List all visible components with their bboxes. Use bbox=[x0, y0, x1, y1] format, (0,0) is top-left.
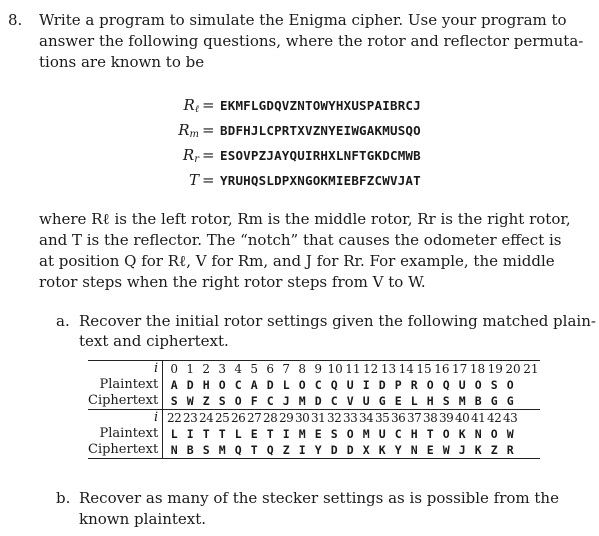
ciphertext-cells bbox=[163, 393, 540, 410]
index-cell: 33 bbox=[343, 411, 358, 425]
ciphertext-cell: F bbox=[250, 394, 258, 408]
index-cell: 36 bbox=[391, 411, 406, 425]
index-cell: 42 bbox=[487, 411, 502, 425]
index-cell: 10 bbox=[327, 362, 343, 376]
ciphertext-cell: D bbox=[346, 443, 354, 457]
ciphertext-cell: N bbox=[410, 443, 418, 457]
index-cell: 41 bbox=[471, 411, 486, 425]
ciphertext-cells bbox=[163, 442, 540, 459]
perm-value: YRUHQSLDPXNGOKMIEBFZCWVJAT bbox=[220, 173, 421, 188]
plaintext-cell: O bbox=[218, 378, 226, 392]
plaintext-cell: C bbox=[314, 378, 322, 392]
index-cell: 27 bbox=[247, 411, 262, 425]
ciphertext-cell: Y bbox=[394, 443, 402, 457]
plaintext-cell: O bbox=[346, 427, 354, 441]
table-row bbox=[88, 426, 540, 442]
index-cell: 22 bbox=[167, 411, 182, 425]
index-cell: 26 bbox=[231, 411, 246, 425]
plaintext-label: Plaintext bbox=[88, 426, 163, 442]
intro-line-2: answer the following questions, where the rotor and reflector permuta- bbox=[39, 32, 584, 50]
index-cell: 11 bbox=[345, 362, 361, 376]
question-number: 8. bbox=[8, 11, 23, 29]
perm-symbol: $R_r$ bbox=[182, 146, 199, 165]
plaintext-cell: P bbox=[394, 378, 402, 392]
perm-symbol: T bbox=[188, 171, 199, 189]
index-cell: 15 bbox=[416, 362, 432, 376]
plaintext-cells bbox=[163, 426, 540, 442]
plaintext-cell: C bbox=[394, 427, 402, 441]
ciphertext-cell: G bbox=[378, 394, 386, 408]
plaintext-cell: E bbox=[250, 427, 258, 441]
index-cell: 5 bbox=[250, 362, 258, 376]
index-cell: 24 bbox=[199, 411, 214, 425]
index-cell: 1 bbox=[186, 362, 194, 376]
ciphertext-cell: M bbox=[298, 394, 306, 408]
index-cell: 7 bbox=[282, 362, 290, 376]
ciphertext-cell: M bbox=[458, 394, 466, 408]
ciphertext-cell: S bbox=[202, 443, 210, 457]
ciphertext-cell: Z bbox=[490, 443, 498, 457]
plaintext-cell: D bbox=[378, 378, 386, 392]
plaintext-cell: A bbox=[250, 378, 258, 392]
table-row bbox=[88, 442, 540, 459]
index-cell: 0 bbox=[170, 362, 178, 376]
index-cell: 30 bbox=[295, 411, 310, 425]
index-cell: 25 bbox=[215, 411, 230, 425]
plaintext-cell: S bbox=[490, 378, 498, 392]
perm-reflector: T = YRUHQSLDPXNGOKMIEBFZCWVJAT bbox=[0, 171, 599, 191]
plaintext-cell: K bbox=[458, 427, 466, 441]
perm-value: ESOVPZJAYQUIRHXLNFTGKDCMWB bbox=[220, 148, 421, 163]
index-cell: 29 bbox=[279, 411, 294, 425]
table-row bbox=[88, 361, 540, 378]
part-b-label: b. bbox=[56, 489, 71, 507]
plaintext-label: Plaintext bbox=[88, 377, 163, 393]
plaintext-cell: H bbox=[410, 427, 418, 441]
ciphertext-label: Ciphertext bbox=[88, 393, 163, 410]
plaintext-cell: I bbox=[362, 378, 370, 392]
plaintext-cell: O bbox=[426, 378, 434, 392]
index-cell: 9 bbox=[314, 362, 322, 376]
table-row bbox=[88, 377, 540, 393]
ciphertext-cell: H bbox=[426, 394, 434, 408]
index-cell: 34 bbox=[359, 411, 374, 425]
perm-symbol: $R_\ell$ bbox=[183, 96, 199, 115]
index-cell: 8 bbox=[298, 362, 306, 376]
plaintext-cell: A bbox=[170, 378, 178, 392]
ciphertext-cell: G bbox=[490, 394, 498, 408]
plaintext-cell: U bbox=[458, 378, 466, 392]
plaintext-cell: O bbox=[442, 427, 450, 441]
plaintext-cell: T bbox=[426, 427, 434, 441]
plaintext-cell: E bbox=[314, 427, 322, 441]
index-cell: 19 bbox=[487, 362, 503, 376]
ciphertext-cell: Q bbox=[266, 443, 274, 457]
index-cell: 21 bbox=[523, 362, 539, 376]
plaintext-cell: R bbox=[410, 378, 418, 392]
plaintext-cell: Q bbox=[330, 378, 338, 392]
ciphertext-cell: E bbox=[426, 443, 434, 457]
ciphertext-cell: C bbox=[330, 394, 338, 408]
plaintext-cell: D bbox=[186, 378, 194, 392]
index-label: i bbox=[154, 361, 159, 376]
ciphertext-cell: G bbox=[506, 394, 514, 408]
part-a-label: a. bbox=[56, 312, 70, 330]
plaintext-cell: O bbox=[474, 378, 482, 392]
index-cell: 23 bbox=[183, 411, 198, 425]
perm-right-rotor: $R_r$ = ESOVPZJAYQUIRHXLNFTGKDCMWB bbox=[0, 146, 599, 166]
perm-middle-rotor: $R_m$ = BDFHJLCPRTXVZNYEIWGAKMUSQO bbox=[0, 121, 599, 141]
ciphertext-cell: R bbox=[506, 443, 514, 457]
plaintext-cell: T bbox=[266, 427, 274, 441]
plaintext-cell: U bbox=[346, 378, 354, 392]
plaintext-cell: M bbox=[362, 427, 370, 441]
intro-line-3: tions are known to be bbox=[39, 53, 205, 71]
explain-line-4: rotor steps when the right rotor steps from V to W. bbox=[39, 273, 426, 291]
ciphertext-cell: D bbox=[314, 394, 322, 408]
plaintext-cell: H bbox=[202, 378, 210, 392]
index-cell: 20 bbox=[505, 362, 521, 376]
part-b-line-1: Recover as many of the stecker settings as is possible from the bbox=[79, 489, 559, 507]
perm-value: EKMFLGDQVZNTOWYHXUSPAIBRCJ bbox=[220, 98, 421, 113]
ciphertext-cell: Y bbox=[314, 443, 322, 457]
part-a-line-1: Recover the initial rotor settings given the following matched plain- bbox=[79, 312, 596, 330]
plaintext-cell: L bbox=[170, 427, 178, 441]
plaintext-cell: D bbox=[266, 378, 274, 392]
ciphertext-cell: Z bbox=[282, 443, 290, 457]
ciphertext-cell: O bbox=[234, 394, 242, 408]
ciphertext-cell: J bbox=[458, 443, 466, 457]
index-cell: 14 bbox=[398, 362, 414, 376]
index-cell: 28 bbox=[263, 411, 278, 425]
index-cell: 39 bbox=[439, 411, 454, 425]
plaintext-cell: S bbox=[330, 427, 338, 441]
explain-line-3: at position Q for Rℓ, V for Rm, and J for Rr. For example, the middle bbox=[39, 252, 555, 270]
ciphertext-label: Ciphertext bbox=[88, 442, 163, 459]
plaintext-cell: O bbox=[298, 378, 306, 392]
index-cell: 43 bbox=[503, 411, 518, 425]
index-cell: 38 bbox=[423, 411, 438, 425]
plaintext-cells bbox=[163, 377, 540, 393]
index-cell: 40 bbox=[455, 411, 470, 425]
ciphertext-cell: L bbox=[410, 394, 418, 408]
ciphertext-cell: M bbox=[218, 443, 226, 457]
part-b-line-2: known plaintext. bbox=[79, 510, 207, 528]
index-label: i bbox=[154, 410, 159, 425]
perm-left-rotor: $R_\ell$ = EKMFLGDQVZNTOWYHXUSPAIBRCJ bbox=[0, 96, 599, 116]
plaintext-cell: C bbox=[234, 378, 242, 392]
intro-line-1: Write a program to simulate the Enigma cipher. Use your program to bbox=[39, 11, 567, 29]
index-cell: 13 bbox=[380, 362, 397, 376]
ciphertext-cell: B bbox=[474, 394, 482, 408]
index-cell: 3 bbox=[218, 362, 226, 376]
table-row bbox=[88, 410, 540, 427]
plaintext-cell: M bbox=[298, 427, 306, 441]
plaintext-cell: U bbox=[378, 427, 386, 441]
ciphertext-cell: X bbox=[362, 443, 370, 457]
ciphertext-cell: S bbox=[442, 394, 450, 408]
ciphertext-cell: K bbox=[474, 443, 482, 457]
plaintext-cell: L bbox=[234, 427, 242, 441]
ciphertext-cell: B bbox=[186, 443, 194, 457]
ciphertext-cell: S bbox=[170, 394, 178, 408]
ciphertext-cell: T bbox=[250, 443, 258, 457]
ciphertext-cell: V bbox=[346, 394, 354, 408]
ciphertext-cell: I bbox=[298, 443, 306, 457]
index-cells bbox=[163, 361, 540, 378]
ciphertext-cell: U bbox=[362, 394, 370, 408]
plaintext-cell: Q bbox=[442, 378, 450, 392]
index-cell: 6 bbox=[266, 362, 274, 376]
ciphertext-cell: K bbox=[378, 443, 386, 457]
explain-line-2: and T is the reflector. The “notch” that causes the odometer effect is bbox=[39, 231, 562, 249]
known-plaintext-table bbox=[88, 360, 540, 459]
plaintext-cell: N bbox=[474, 427, 482, 441]
plaintext-cell: O bbox=[490, 427, 498, 441]
index-cell: 32 bbox=[327, 411, 342, 425]
plaintext-cell: L bbox=[282, 378, 290, 392]
ciphertext-cell: S bbox=[218, 394, 226, 408]
ciphertext-cell: E bbox=[394, 394, 402, 408]
index-cells bbox=[163, 410, 540, 427]
ciphertext-cell: Z bbox=[202, 394, 210, 408]
explain-line-1: where Rℓ is the left rotor, Rm is the middle rotor, Rr is the right rotor, bbox=[39, 210, 571, 228]
plaintext-cell: O bbox=[506, 378, 514, 392]
part-a-line-2: text and ciphertext. bbox=[79, 332, 229, 350]
ciphertext-cell: J bbox=[282, 394, 290, 408]
ciphertext-cell: D bbox=[330, 443, 338, 457]
index-cell: 4 bbox=[234, 362, 242, 376]
ciphertext-cell: W bbox=[186, 394, 194, 408]
index-cell: 16 bbox=[434, 362, 450, 376]
index-cell: 37 bbox=[407, 411, 422, 425]
plaintext-cell: I bbox=[186, 427, 194, 441]
plaintext-cell: W bbox=[506, 427, 514, 441]
ciphertext-cell: C bbox=[266, 394, 274, 408]
index-cell: 18 bbox=[469, 362, 486, 376]
plaintext-cell: T bbox=[218, 427, 226, 441]
index-cell: 35 bbox=[375, 411, 390, 425]
ciphertext-cell: N bbox=[170, 443, 178, 457]
index-cell: 31 bbox=[311, 411, 326, 425]
index-cell: 2 bbox=[202, 362, 210, 376]
plaintext-cell: T bbox=[202, 427, 210, 441]
plaintext-cell: I bbox=[282, 427, 290, 441]
table-row bbox=[88, 393, 540, 410]
perm-symbol: $R_m$ bbox=[178, 121, 199, 140]
ciphertext-cell: Q bbox=[234, 443, 242, 457]
index-cell: 12 bbox=[363, 362, 379, 376]
index-cell: 17 bbox=[452, 362, 468, 376]
perm-value: BDFHJLCPRTXVZNYEIWGAKMUSQO bbox=[220, 123, 421, 138]
ciphertext-cell: W bbox=[442, 443, 450, 457]
